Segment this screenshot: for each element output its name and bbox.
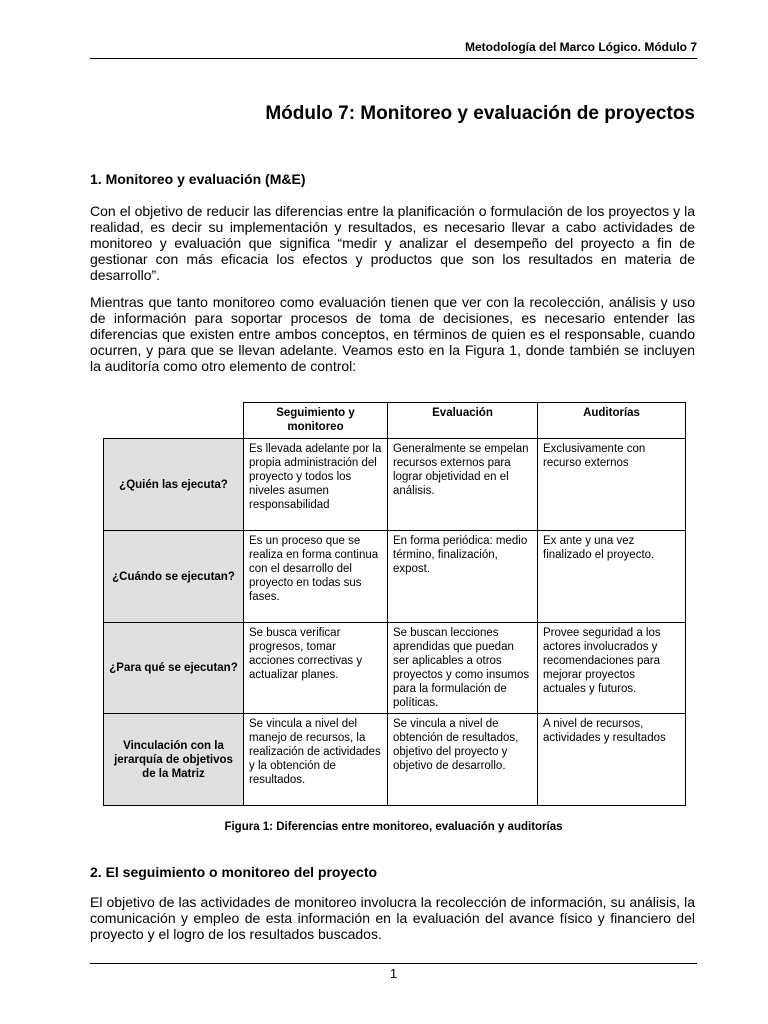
section-2-paragraph-1: El objetivo de las actividades de monitoreo involucra la recolección de información, su análisis, la comunicación y empleo de esta información en la evaluación del avance físico y financiero del proyecto y el logro de los resultados buscados.: [90, 894, 695, 942]
table-corner: [104, 403, 244, 439]
comparison-table: [103, 402, 686, 806]
table-cell: Se vincula a nivel del manejo de recursos, la realización de actividades y la obtención de resultados.: [244, 714, 388, 806]
table-cell: Exclusivamente con recurso externos: [538, 439, 686, 531]
page-number: 1: [389, 966, 398, 981]
table-cell: Es llevada adelante por la propia administración del proyecto y todos los niveles asumen responsabilidad: [244, 439, 388, 531]
section-1-paragraph-2: Mientras que tanto monitoreo como evaluación tienen que ver con la recolección, análisis y uso de información para soportar procesos de toma de decisiones, es necesario entender las diferencias que existen entre ambos conceptos, en términos de quien es el responsable, cuando ocurren, y para que se llevan adelante. Veamos esto en la Figura 1, donde también se incluyen la auditoría como otro elemento de control:: [90, 294, 695, 374]
table-cell: Ex ante y una vez finalizado el proyecto.: [538, 531, 686, 623]
table-cell: A nivel de recursos, actividades y resultados: [538, 714, 686, 806]
table-cell: Se busca verificar progresos, tomar acciones correctivas y actualizar planes.: [244, 623, 388, 714]
row-header: ¿Quién las ejecuta?: [104, 439, 244, 531]
row-header: ¿Cuándo se ejecutan?: [104, 531, 244, 623]
table-cell: Provee seguridad a los actores involucrados y recomendaciones para mejorar proyectos actuales y futuros.: [538, 623, 686, 714]
header-rule: [90, 58, 697, 59]
section-1-paragraph-1: Con el objetivo de reducir las diferencias entre la planificación o formulación de los proyectos y la realidad, es decir su implementación y resultados, es necesario llevar a cabo actividades de monitoreo y evaluación que significa “medir y analizar el desempeño del proyecto a fin de gestionar con más eficacia los efectos y productos que son los resultados en materia de desarrollo”.: [90, 203, 695, 283]
column-header-evaluacion: Evaluación: [388, 403, 538, 439]
table-row: [104, 714, 686, 806]
table-header-row: [104, 403, 686, 439]
table-cell: En forma periódica: medio término, finalización, expost.: [388, 531, 538, 623]
section-1-heading: 1. Monitoreo y evaluación (M&E): [90, 171, 306, 187]
table-cell: Generalmente se empelan recursos externos para lograr objetividad en el análisis.: [388, 439, 538, 531]
table-row: [104, 439, 686, 531]
table-row: [104, 623, 686, 714]
column-header-auditorias: Auditorías: [538, 403, 686, 439]
row-header: ¿Para qué se ejecutan?: [104, 623, 244, 714]
table-cell: Se vincula a nivel de obtención de resultados, objetivo del proyecto y objetivo de desarrollo.: [388, 714, 538, 806]
figure-caption: Figura 1: Diferencias entre monitoreo, evaluación y auditorías: [224, 821, 563, 833]
row-header: Vinculación con la jerarquía de objetivos de la Matriz: [104, 714, 244, 806]
table-cell: Es un proceso que se realiza en forma continua con el desarrollo del proyecto en todas sus fases.: [244, 531, 388, 623]
running-header: Metodología del Marco Lógico. Módulo 7: [465, 40, 697, 54]
table-row: [104, 531, 686, 623]
column-header-monitoreo: Seguimiento y monitoreo: [244, 403, 388, 439]
footer-rule: [90, 963, 697, 964]
table-cell: Se buscan lecciones aprendidas que puedan ser aplicables a otros proyectos y como insumos para la formulación de políticas.: [388, 623, 538, 714]
section-2-heading: 2. El seguimiento o monitoreo del proyecto: [90, 864, 378, 880]
page-title: Módulo 7: Monitoreo y evaluación de proyectos: [265, 103, 695, 124]
